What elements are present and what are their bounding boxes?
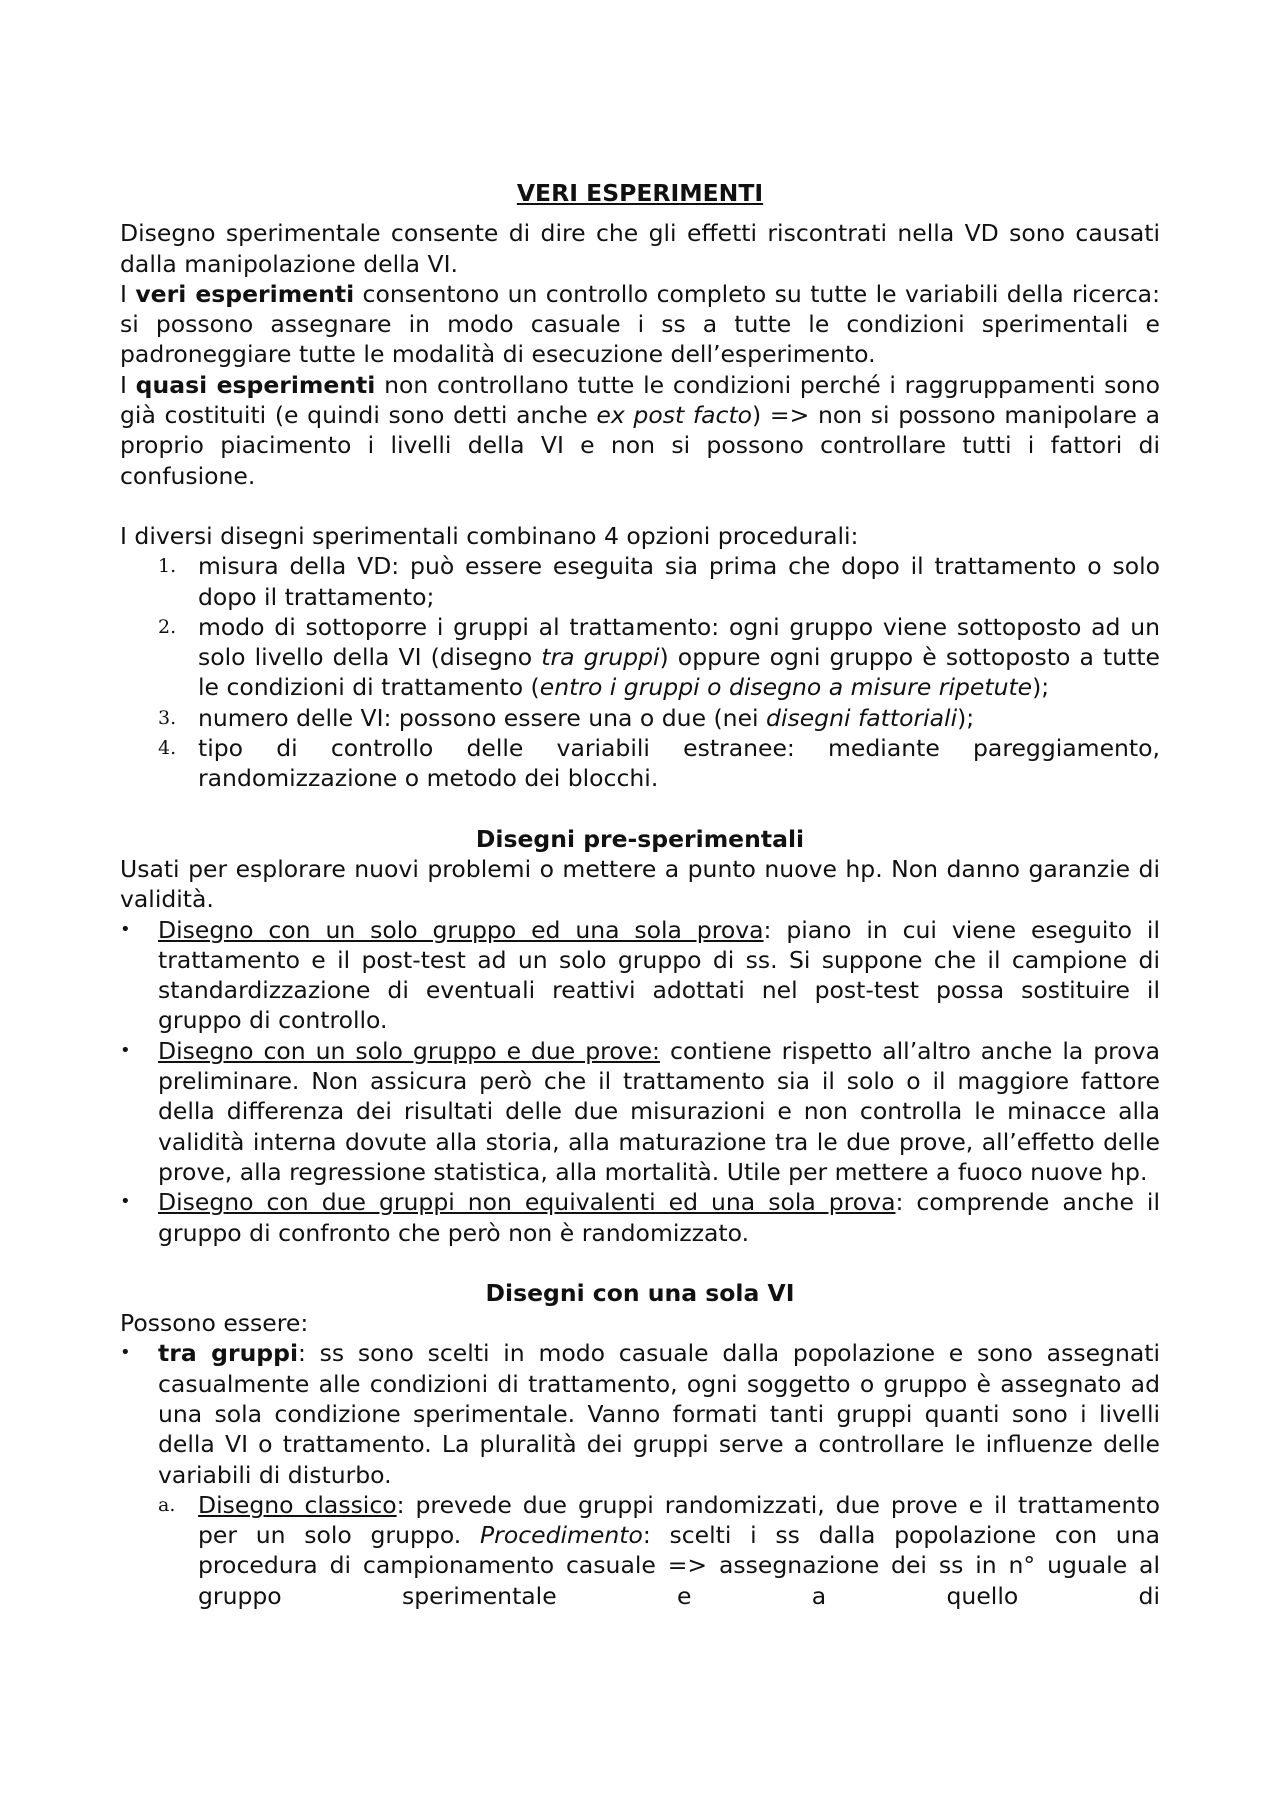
single-intro: Possono essere: bbox=[120, 1309, 309, 1338]
bullet-icon: • bbox=[120, 1191, 131, 1213]
list-number: 2. bbox=[158, 615, 177, 638]
list-number: 4. bbox=[158, 737, 177, 760]
bullet-icon: • bbox=[120, 1039, 131, 1061]
bullet-icon: • bbox=[120, 918, 131, 940]
section-heading-pre-sperimentali: Disegni pre-sperimentali bbox=[475, 824, 805, 853]
options-list bbox=[120, 551, 1160, 793]
list-number: 1. bbox=[158, 555, 177, 578]
intro-paragraph-1: Disegno sperimentale consente di dire che gli effetti riscontrati nella VD sono causati dalla manipolazione della VI. bbox=[120, 219, 1160, 278]
list-item: • Disegno con un solo gruppo ed una sola prova: piano in cui viene eseguito il trattamento e il post-test ad un solo gruppo di ss. Si suppone che il campione di standardizzazione di eventuali reattivi adottati nel post-test possa sostituire il gruppo di controllo. bbox=[120, 915, 1160, 1035]
list-item: 1. misura della VD: può essere eseguita sia prima che dopo il trattamento o solo dopo il trattamento; bbox=[158, 552, 1160, 611]
single-design-list bbox=[120, 1338, 1160, 1611]
page-title: VERI ESPERIMENTI bbox=[516, 179, 764, 207]
list-item: • tra gruppi: ss sono scelti in modo casuale dalla popolazione e sono assegnati casualmente alle condizioni di trattamento, ogni soggetto o gruppo è assegnato ad una sola condizione sperimentale. Vanno formati tanti gruppi quanti sono i livelli della VI o trattamento. La pluralità dei gruppi serve a controllare le influenze delle variabili di disturbo. a. Disegno classico: prevede due gruppi randomizzati, due prove e il trattamento per un solo gruppo. Procedimento: scelti i ss dalla popolazione con una procedura di campionamento casuale => assegnazione dei ss in n° uguale al gruppo sperimentale e a quello di bbox=[120, 1339, 1160, 1610]
quasi-esperimenti-term: quasi esperimenti bbox=[135, 370, 376, 399]
list-letter: a. bbox=[158, 1493, 176, 1516]
list-item: • Disegno con due gruppi non equivalenti ed una sola prova: comprende anche il gruppo di confronto che però non è randomizzato. bbox=[120, 1188, 1160, 1247]
list-item: • Disegno con un solo gruppo e due prove: contiene rispetto all’altro anche la prova preliminare. Non assicura però che il trattamento sia il solo o il maggiore fattore della differenza dei risultati delle due misurazioni e non controlla le minacce alla validità interna dovute alla storia, alla maturazione tra le due prove, all’effetto delle prove, alla regressione statistica, alla mortalità. Utile per mettere a fuoco nuove hp. bbox=[120, 1036, 1160, 1186]
list-item: 4. tipo di controllo delle variabili estranee: mediante pareggiamento, randomizzazione o metodo dei blocchi. bbox=[158, 734, 1160, 793]
list-item: 3. numero delle VI: possono essere una o due (nei disegni fattoriali); bbox=[158, 703, 975, 732]
pre-design-list bbox=[120, 915, 1160, 1248]
options-lead: I diversi disegni sperimentali combinano 4 opzioni procedurali: bbox=[120, 521, 859, 550]
list-number: 3. bbox=[158, 706, 177, 729]
bullet-icon: • bbox=[120, 1342, 131, 1364]
list-item: 2. modo di sottoporre i gruppi al trattamento: ogni gruppo viene sottoposto ad un solo livello della VI (disegno tra gruppi) oppure ogni gruppo è sottoposto a tutte le condizioni di trattamento (entro i gruppi o disegno a misure ripetute); bbox=[158, 612, 1160, 702]
document-page bbox=[120, 178, 1160, 1611]
list-item: a. Disegno classico: prevede due gruppi randomizzati, due prove e il trattamento per un solo gruppo. Procedimento: scelti i ss dalla popolazione con una procedura di campionamento casuale => assegnazione dei ss in n° uguale al gruppo sperimentale e a quello di bbox=[158, 1490, 1160, 1610]
section-heading-una-sola-vi: Disegni con una sola VI bbox=[485, 1278, 795, 1307]
sub-list bbox=[158, 1490, 1160, 1611]
intro-paragraph-2: I veri esperimenti consentono un controllo completo su tutte le variabili della ricerca: si possono assegnare in modo casuale i ss a tutte le condizioni sperimentali e padroneggiare tutte le modalità di esecuzione dell’esperimento. bbox=[120, 279, 1161, 369]
pre-intro: Usati per esplorare nuovi problemi o mettere a punto nuove hp. Non danno garanzie di validità. bbox=[120, 854, 1160, 914]
intro-paragraph-3: I quasi esperimenti non controllano tutte le condizioni perché i raggruppamenti sono già costituiti (e quindi sono detti anche ex post facto) => non si possono manipolare a proprio piacimento i livelli della VI e non si possono controllare tutti i fattori di confusione. bbox=[120, 370, 1160, 490]
veri-esperimenti-term: veri esperimenti bbox=[135, 279, 355, 308]
